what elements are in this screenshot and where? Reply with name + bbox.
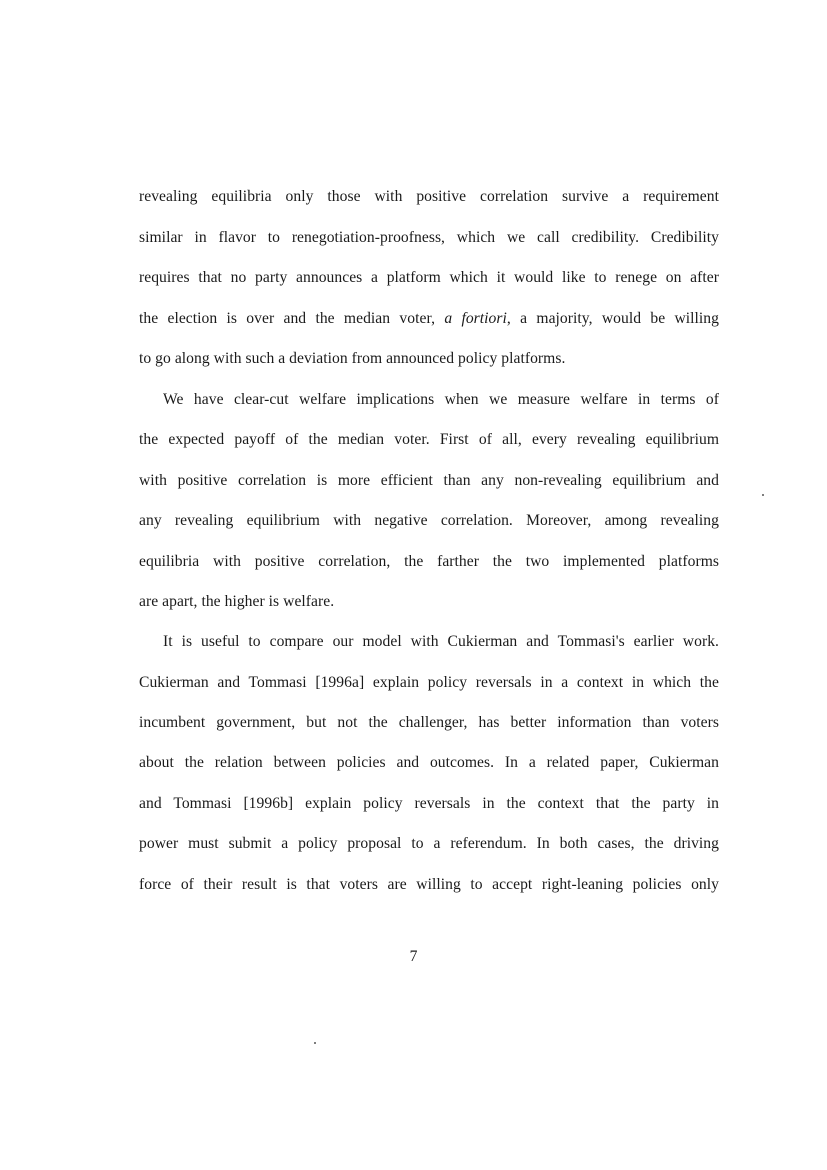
italic-phrase: a fortiori bbox=[444, 310, 507, 327]
text-line: revealing equilibria only those with positive correlation survive a requirement bbox=[139, 188, 719, 205]
text-line: and Tommasi [1996b] explain policy reversals in the context that the party in bbox=[139, 795, 719, 812]
text-line: We have clear-cut welfare implications when we measure welfare in terms of bbox=[163, 391, 719, 408]
text-line: with positive correlation is more efficient than any non-revealing equilibrium and bbox=[139, 472, 719, 489]
text-line: about the relation between policies and outcomes. In a related paper, Cukierman bbox=[139, 754, 719, 771]
text-line: requires that no party announces a platform which it would like to renege on after bbox=[139, 269, 719, 286]
text-segment: , a majority, would be willing bbox=[506, 310, 719, 327]
text-line: power must submit a policy proposal to a referendum. In both cases, the driving bbox=[139, 835, 719, 852]
text-line: force of their result is that voters are willing to accept right-leaning policies only bbox=[139, 876, 719, 893]
text-line: any revealing equilibrium with negative correlation. Moreover, among revealing bbox=[139, 512, 719, 529]
text-line: the expected payoff of the median voter. First of all, every revealing equilibrium bbox=[139, 431, 719, 448]
page-number: 7 bbox=[409, 948, 418, 965]
text-segment: the election is over and the median voter, bbox=[139, 310, 445, 327]
text-line: to go along with such a deviation from announced policy platforms. bbox=[139, 350, 566, 367]
text-line: similar in flavor to renegotiation-proofness, which we call credibility. Credibility bbox=[139, 229, 719, 246]
text-line: Cukierman and Tommasi [1996a] explain policy reversals in a context in which the bbox=[139, 674, 719, 691]
text-line: are apart, the higher is welfare. bbox=[139, 593, 335, 610]
text-line: incumbent government, but not the challenger, has better information than voters bbox=[139, 714, 719, 731]
scan-speck bbox=[314, 1042, 316, 1044]
text-line bbox=[139, 309, 719, 329]
text-line: equilibria with positive correlation, the farther the two implemented platforms bbox=[139, 553, 719, 570]
scan-speck bbox=[762, 494, 764, 496]
text-line: It is useful to compare our model with Cukierman and Tommasi's earlier work. bbox=[163, 633, 719, 650]
